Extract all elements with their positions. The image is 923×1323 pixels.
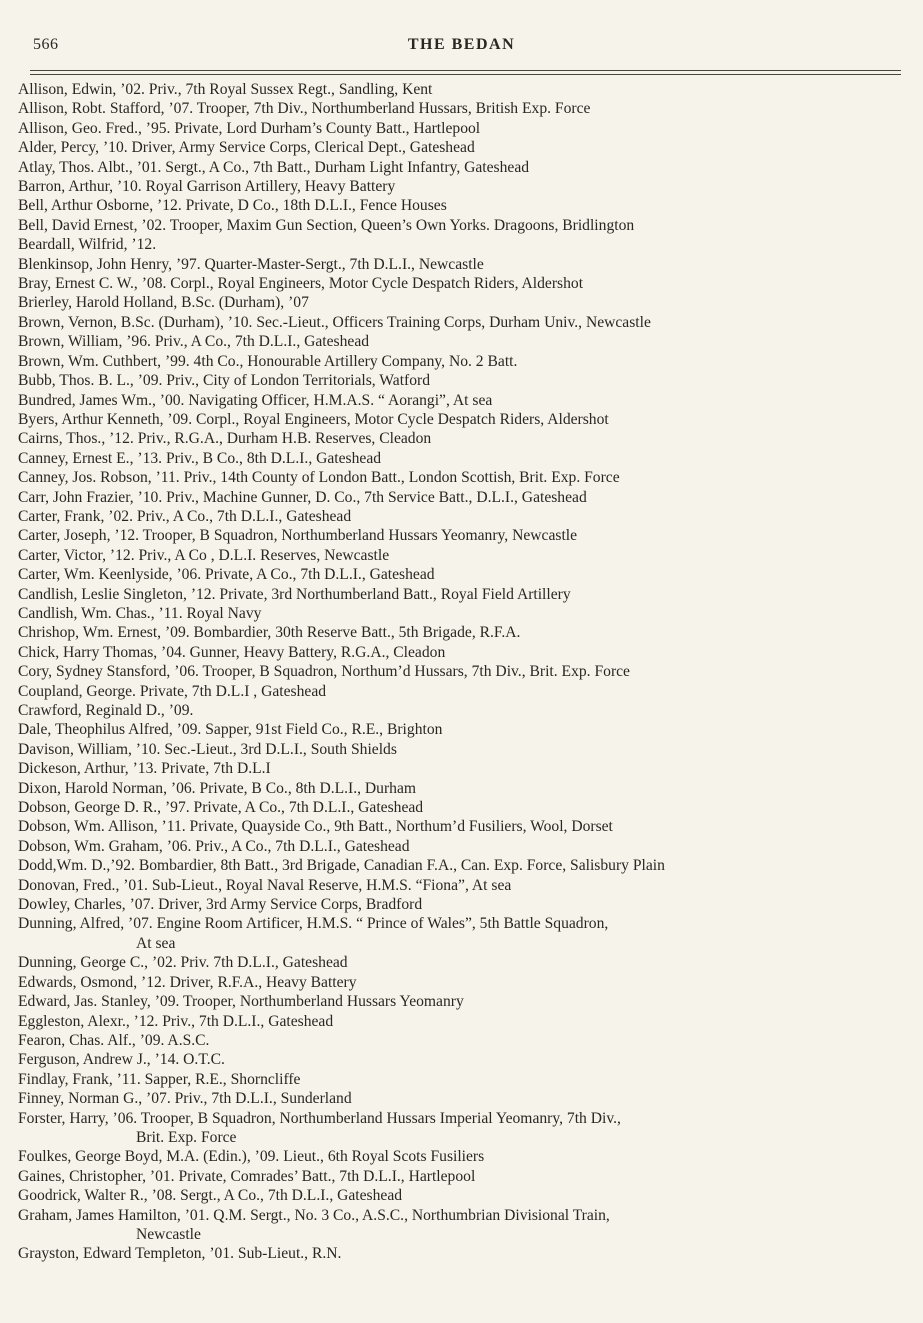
list-item: Grayston, Edward Templeton, ’01. Sub-Lieut., R.N. [18,1245,342,1263]
list-item: Crawford, Reginald D., ’09. [18,702,194,719]
list-item: Dale, Theophilus Alfred, ’09. Sapper, 91st Field Co., R.E., Brighton [18,721,443,739]
page-number: 566 [33,36,59,53]
list-item-text: Dunning, Alfred, ’07. Engine Room Artificer, H.M.S. “ Prince of Wales”, 5th Battle Squadron, [18,915,609,933]
list-item-text: Forster, Harry, ’06. Trooper, B Squadron, Northumberland Hussars Imperial Yeomanry, 7th Div., [18,1109,621,1127]
list-item: Dobson, Wm. Allison, ’11. Private, Quayside Co., 9th Batt., Northum’d Fusiliers, Wool, Dorset [18,818,613,836]
list-item: Findlay, Frank, ’11. Sapper, R.E., Shorncliffe [18,1070,301,1088]
list-item: Dobson, Wm. Graham, ’06. Priv., A Co., 7th D.L.I., Gateshead [18,837,410,855]
list-item: Bell, David Ernest, ’02. Trooper, Maxim Gun Section, Queen’s Own Yorks. Dragoons, Bridlington [18,216,635,234]
list-item: Edwards, Osmond, ’12. Driver, R.F.A., Heavy Battery [18,973,357,991]
list-item: Carter, Joseph, ’12. Trooper, B Squadron, Northumberland Hussars Yeomanry, Newcastle [18,527,578,545]
list-item: Eggleston, Alexr., ’12. Priv., 7th D.L.I., Gateshead [18,1012,334,1030]
list-item: Fearon, Chas. Alf., ’09. A.S.C. [18,1031,210,1049]
list-item [18,1206,909,1245]
list-item: Edward, Jas. Stanley, ’09. Trooper, Northumberland Hussars Yeomanry [18,993,464,1011]
list-item: Dowley, Charles, ’07. Driver, 3rd Army Service Corps, Bradford [18,896,423,914]
list-item: Beardall, Wilfrid, ’12. [18,236,157,254]
list-item: Donovan, Fred., ’01. Sub-Lieut., Royal Naval Reserve, H.M.S. “Fiona”, At sea [18,876,512,894]
list-item: Carter, Frank, ’02. Priv., A Co., 7th D.L.I., Gateshead [18,507,352,525]
list-item: Dobson, George D. R., ’97. Private, A Co., 7th D.L.I., Gateshead [18,799,424,817]
list-item: Alder, Percy, ’10. Driver, Army Service Corps, Clerical Dept., Gateshead [18,139,475,157]
list-item: Bundred, James Wm., ’00. Navigating Officer, H.M.A.S. “ Aorangi”, At sea [18,391,493,409]
list-item: Barron, Arthur, ’10. Royal Garrison Artillery, Heavy Battery [18,178,396,196]
list-item: Allison, Geo. Fred., ’95. Private, Lord Durham’s County Batt., Hartlepool [18,119,481,137]
list-item: Cairns, Thos., ’12. Priv., R.G.A., Durham H.B. Reserves, Cleadon [18,430,432,448]
list-item: Carter, Victor, ’12. Priv., A Co , D.L.I. Reserves, Newcastle [18,546,390,564]
list-item: Chick, Harry Thomas, ’04. Gunner, Heavy Battery, R.G.A., Cleadon [18,643,446,661]
list-item: Brown, William, ’96. Priv., A Co., 7th D.L.I., Gateshead [18,333,370,351]
list-item: Candlish, Wm. Chas., ’11. Royal Navy [18,604,262,622]
list-item: Dodd,Wm. D.,’92. Bombardier, 8th Batt., 3rd Brigade, Canadian F.A., Can. Exp. Force, Salisbury Plain [18,857,665,875]
list-item: Finney, Norman G., ’07. Priv., 7th D.L.I., Sunderland [18,1090,352,1108]
list-item: Brown, Wm. Cuthbert, ’99. 4th Co., Honourable Artillery Company, No. 2 Batt. [18,352,518,370]
list-item: Bray, Ernest C. W., ’08. Corpl., Royal Engineers, Motor Cycle Despatch Riders, Aldershot [18,275,584,293]
list-item: Allison, Edwin, ’02. Priv., 7th Royal Sussex Regt., Sandling, Kent [18,81,433,98]
page-header [30,36,893,60]
list-item: Canney, Jos. Robson, ’11. Priv., 14th County of London Batt., London Scottish, Brit. Exp. Force [18,469,620,487]
list-item: Ferguson, Andrew J., ’14. O.T.C. [18,1051,225,1069]
list-item: Canney, Ernest E., ’13. Priv., B Co., 8th D.L.I., Gateshead [18,449,382,467]
list-item-continuation: Newcastle [136,1225,201,1243]
list-item: Brierley, Harold Holland, B.Sc. (Durham), ’07 [18,294,309,312]
list-item: Byers, Arthur Kenneth, ’09. Corpl., Royal Engineers, Motor Cycle Despatch Riders, Aldershot [18,410,609,428]
header-rule [30,70,901,71]
list-item: Bell, Arthur Osborne, ’12. Private, D Co., 18th D.L.I., Fence Houses [18,197,447,215]
list-item: Carr, John Frazier, ’10. Priv., Machine Gunner, D. Co., 7th Service Batt., D.L.I., Gateshead [18,488,587,506]
list-item: Gaines, Christopher, ’01. Private, Comrades’ Batt., 7th D.L.I., Hartlepool [18,1167,476,1185]
list-item: Brown, Vernon, B.Sc. (Durham), ’10. Sec.-Lieut., Officers Training Corps, Durham Univ., Newcastle [18,313,651,331]
list-item: Candlish, Leslie Singleton, ’12. Private, 3rd Northumberland Batt., Royal Field Artillery [18,585,571,603]
list-item: Goodrick, Walter R., ’08. Sergt., A Co., 7th D.L.I., Gateshead [18,1187,403,1205]
list-item: Atlay, Thos. Albt., ’01. Sergt., A Co., 7th Batt., Durham Light Infantry, Gateshead [18,158,530,176]
list-item: Bubb, Thos. B. L., ’09. Priv., City of London Territorials, Watford [18,372,431,390]
list-item: Coupland, George. Private, 7th D.L.I , Gateshead [18,682,327,700]
list-item [18,914,909,953]
list-item: Cory, Sydney Stansford, ’06. Trooper, B Squadron, Northum’d Hussars, 7th Div., Brit. Exp. Force [18,663,630,681]
list-item: Blenkinsop, John Henry, ’97. Quarter-Master-Sergt., 7th D.L.I., Newcastle [18,255,484,273]
list-item: Davison, William, ’10. Sec.-Lieut., 3rd D.L.I., South Shields [18,740,397,758]
list-item-continuation: At sea [136,934,176,952]
list-item: Chrishop, Wm. Ernest, ’09. Bombardier, 30th Reserve Batt., 5th Brigade, R.F.A. [18,624,521,642]
list-item: Foulkes, George Boyd, M.A. (Edin.), ’09. Lieut., 6th Royal Scots Fusiliers [18,1148,485,1166]
list-item: Carter, Wm. Keenlyside, ’06. Private, A Co., 7th D.L.I., Gateshead [18,566,435,584]
list-item-continuation: Brit. Exp. Force [136,1128,237,1146]
list-item: Dickeson, Arthur, ’13. Private, 7th D.L.I [18,760,271,778]
list-item: Dixon, Harold Norman, ’06. Private, B Co., 8th D.L.I., Durham [18,779,417,797]
running-head: THE BEDAN [407,36,516,53]
header-rule-double [30,74,901,75]
list-item [18,1109,909,1148]
list-item: Dunning, George C., ’02. Priv. 7th D.L.I., Gateshead [18,954,348,972]
roll-of-honour-list [18,80,909,1264]
list-item: Allison, Robt. Stafford, ’07. Trooper, 7th Div., Northumberland Hussars, British Exp. Force [18,100,591,118]
list-item-text: Graham, James Hamilton, ’01. Q.M. Sergt., No. 3 Co., A.S.C., Northumbrian Divisional Train, [18,1206,610,1224]
